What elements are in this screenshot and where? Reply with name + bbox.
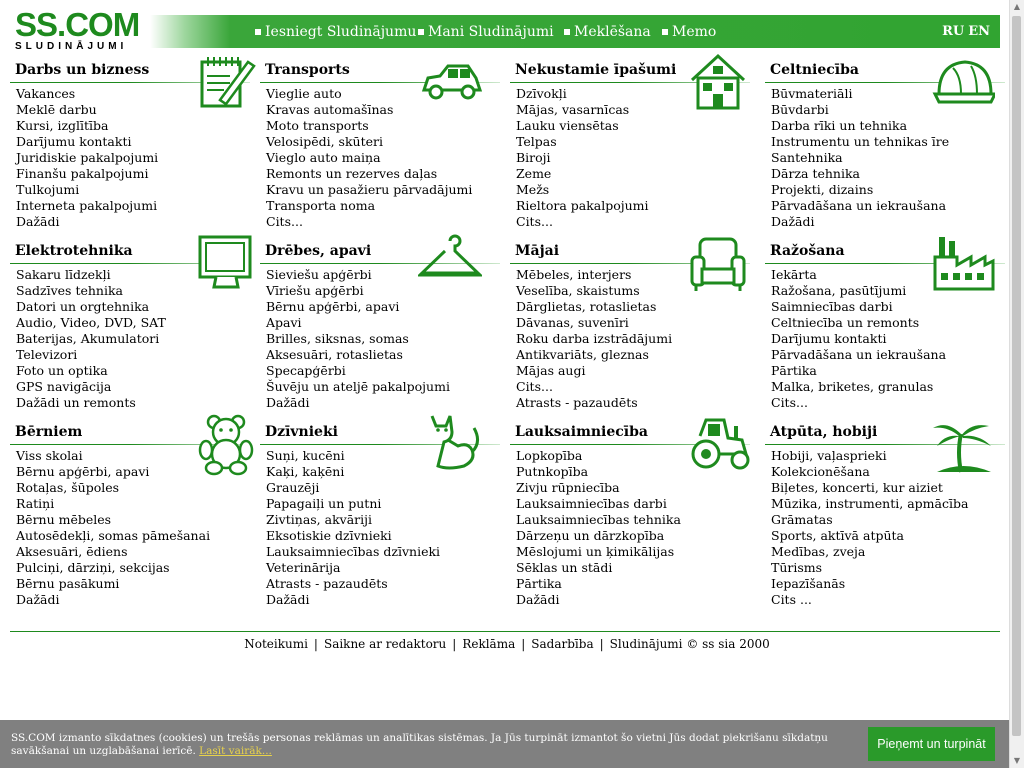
subcategory-link[interactable]: Darījumu kontakti	[16, 134, 132, 149]
footer: Noteikumi | Saikne ar redaktoru | Reklāma | Sadarbība | Sludinājumi © ss sia 2000	[244, 637, 770, 651]
hard-hat-icon[interactable]	[931, 50, 995, 114]
footer-divider	[10, 631, 1000, 632]
logo-text: SS.COM	[15, 6, 140, 43]
subcategory-link[interactable]: Instrumentu un tehnikas īre	[771, 134, 950, 149]
subcategory-link[interactable]: Datori un orgtehnika	[16, 299, 150, 314]
language-switch	[942, 15, 990, 48]
subcategory-link[interactable]: Kaķi, kaķēni	[266, 464, 345, 479]
subcategory-link[interactable]: Atrasts - pazaudēts	[266, 576, 388, 591]
subcategory-link[interactable]: Dārglietas, rotaslietas	[516, 299, 657, 314]
nav-submit-ad[interactable]: Iesniegt Sludinājumu	[255, 15, 416, 48]
category-title[interactable]: Nekustamie īpašumi	[515, 62, 677, 78]
subcategory-link[interactable]: Grāmatas	[771, 512, 833, 527]
subcategory-link[interactable]: Mājas augi	[516, 363, 586, 378]
subcategory-link[interactable]: Aksesuāri, ēdiens	[16, 544, 128, 559]
subcategory-link[interactable]: Malka, briketes, granulas	[771, 379, 934, 394]
hanger-icon[interactable]	[418, 231, 482, 295]
category-1	[260, 60, 500, 230]
subcategory-link[interactable]: Mēslojumi un ķimikālijas	[516, 544, 675, 559]
scrollbar-thumb[interactable]	[1012, 16, 1021, 736]
subcategory-link[interactable]: Sakaru līdzekļi	[16, 267, 111, 282]
subcategory-link[interactable]: Lauku viensētas	[516, 118, 619, 133]
subcategory-link[interactable]: Interneta pakalpojumi	[16, 198, 158, 213]
footer-link-contact-editor[interactable]: Saikne ar redaktoru	[323, 637, 447, 651]
cookie-banner	[0, 720, 1010, 768]
subcategory-link[interactable]: Sadzīves tehnika	[16, 283, 123, 298]
palm-tree-icon[interactable]	[931, 412, 995, 476]
subcategory-link[interactable]: Foto un optika	[16, 363, 108, 378]
subcategory-link[interactable]: Sēklas un stādi	[516, 560, 613, 575]
subcategory-link[interactable]: Baterijas, Akumulatori	[16, 331, 160, 346]
footer-link-advertising[interactable]: Reklāma	[462, 637, 516, 651]
subcategory-link[interactable]: Veselība, skaistums	[516, 283, 640, 298]
house-icon[interactable]	[686, 50, 750, 114]
bullet-square-icon	[662, 29, 668, 35]
category-0	[10, 60, 250, 230]
footer-link-rules[interactable]: Noteikumi	[244, 637, 308, 651]
lang-ru-link[interactable]: RU	[942, 24, 965, 39]
subcategory-link[interactable]: Atrasts - pazaudēts	[516, 395, 638, 410]
category-9	[260, 422, 500, 608]
category-header	[765, 422, 1005, 446]
bullet-square-icon	[418, 29, 424, 35]
logo[interactable]	[15, 6, 145, 54]
subcategory-link[interactable]: GPS navigācija	[16, 379, 112, 394]
subcategory-link[interactable]: Darba rīki un tehnika	[771, 118, 908, 133]
subcategory-link[interactable]: Dāvanas, suvenīri	[516, 315, 629, 330]
category-title[interactable]: Ražošana	[770, 243, 845, 259]
subcategory-link[interactable]: Mēbeles, interjers	[516, 267, 632, 282]
subcategory-link[interactable]: Cits...	[266, 214, 303, 229]
subcategory-link[interactable]: Projekti, dizains	[771, 182, 874, 197]
subcategory-link[interactable]: Meklē darbu	[16, 102, 97, 117]
subcategory-link[interactable]: Kolekcionēšana	[771, 464, 870, 479]
subcategory-link[interactable]: Vakances	[16, 86, 76, 101]
subcategory-link[interactable]: Dārzeņu un dārzkopība	[516, 528, 665, 543]
subcategory-link[interactable]: Būvmateriāli	[771, 86, 853, 101]
subcategory-link[interactable]: Televizori	[16, 347, 78, 362]
category-header	[10, 60, 250, 84]
subcategory-link[interactable]: Pārvadāšana un iekraušana	[771, 198, 947, 213]
subcategory-link[interactable]: Roku darba izstrādājumi	[516, 331, 673, 346]
subcategory-link[interactable]: Lauksaimniecības darbi	[516, 496, 667, 511]
category-header	[510, 422, 750, 446]
subcategory-link[interactable]: Dažādi	[771, 214, 815, 229]
category-8	[10, 422, 250, 608]
subcategory-link[interactable]: Antikvariāts, gleznas	[516, 347, 649, 362]
category-title[interactable]: Transports	[265, 62, 350, 78]
category-11	[765, 422, 1005, 608]
subcategory-link[interactable]: Hobiji, vaļasprieki	[771, 448, 887, 463]
subcategory-link[interactable]: Pārvadāšana un iekraušana	[771, 347, 947, 362]
subcategory-link[interactable]: Kursi, izglītība	[16, 118, 109, 133]
subcategory-link[interactable]: Saimniecības darbi	[771, 299, 893, 314]
subcategory-link[interactable]: Bērnu pasākumi	[16, 576, 120, 591]
subcategory-link[interactable]: Finanšu pakalpojumi	[16, 166, 149, 181]
vertical-scrollbar[interactable]	[1009, 0, 1024, 768]
category-title[interactable]: Darbs un bizness	[15, 62, 150, 78]
category-10	[510, 422, 750, 608]
subcategory-link[interactable]: Dārza tehnika	[771, 166, 861, 181]
category-5	[260, 241, 500, 411]
subcategory-link[interactable]: Dažādi	[16, 592, 60, 607]
subcategory-link[interactable]: Mežs	[516, 182, 550, 197]
subcategory-link[interactable]: Lopkopība	[516, 448, 583, 463]
subcategory-link[interactable]: Brilles, siksnas, somas	[266, 331, 409, 346]
subcategory-link[interactable]: Putnkopība	[516, 464, 589, 479]
category-title[interactable]: Mājai	[515, 243, 560, 259]
bullet-square-icon	[255, 29, 261, 35]
subcategory-link[interactable]: Zivju rūpniecība	[516, 480, 620, 495]
subcategory-link[interactable]: Dzīvokļi	[516, 86, 567, 101]
lang-en-link[interactable]: EN	[968, 24, 990, 39]
top-nav-bar	[150, 15, 1000, 48]
subcategory-link[interactable]: Grauzēji	[266, 480, 320, 495]
category-header	[10, 241, 250, 265]
subcategory-link[interactable]: Tūrisms	[771, 560, 823, 575]
subcategory-link[interactable]: Transporta noma	[266, 198, 376, 213]
subcategory-link[interactable]: Bērnu apģērbi, apavi	[266, 299, 400, 314]
subcategory-link[interactable]: Audio, Video, DVD, SAT	[16, 315, 166, 330]
subcategory-link[interactable]: Dažādi	[516, 592, 560, 607]
subcategory-link[interactable]: Bērnu mēbeles	[16, 512, 112, 527]
subcategory-link[interactable]: Lauksaimniecības tehnika	[516, 512, 681, 527]
category-header	[10, 422, 250, 446]
subcategory-link[interactable]: Būvdarbi	[771, 102, 829, 117]
category-title[interactable]: Dzīvnieki	[265, 424, 338, 440]
footer-copyright: Sludinājumi © ss sia 2000	[609, 637, 770, 651]
scroll-up-icon[interactable]: ▲	[1013, 2, 1021, 11]
subcategory-link[interactable]: Mājas, vasarnīcas	[516, 102, 630, 117]
subcategory-link[interactable]: Bērnu apģērbi, apavi	[16, 464, 150, 479]
subcategory-link[interactable]: Dažādi	[16, 214, 60, 229]
armchair-icon[interactable]	[686, 231, 750, 295]
subcategory-link[interactable]: Vīriešu apģērbi	[266, 283, 364, 298]
category-7	[765, 241, 1005, 411]
subcategory-link[interactable]: Pārtika	[516, 576, 562, 591]
nav-memo[interactable]: Memo	[662, 15, 716, 48]
subcategory-link[interactable]: Viss skolai	[16, 448, 83, 463]
footer-link-cooperation[interactable]: Sadarbība	[531, 637, 594, 651]
nav-search[interactable]: Meklēšana	[564, 15, 651, 48]
subcategory-link[interactable]: Autosēdekļi, somas pāmešanai	[16, 528, 211, 543]
cookie-read-more-link[interactable]: Lasīt vairāk...	[199, 745, 272, 757]
subcategory-link[interactable]: Pulciņi, dārziņi, sekcijas	[16, 560, 170, 575]
cookie-message: SS.COM izmanto sīkdatnes (cookies) un trešās personas reklāmas un analītikas sistēmas. Ja Jūs turpināt izmantot šo vietni Jūs dodat piekrišanu sīkdatņu savākšanai un uzglabāšanai ierīcē.	[11, 732, 828, 757]
tractor-icon[interactable]	[686, 412, 750, 476]
logo-subtitle: SLUDINĀJUMI	[15, 41, 128, 52]
subcategory-link[interactable]: Zivtiņas, akvāriji	[266, 512, 373, 527]
category-4	[10, 241, 250, 411]
subcategory-link[interactable]: Sports, aktīvā atpūta	[771, 528, 904, 543]
subcategory-link[interactable]: Kravas automašīnas	[266, 102, 394, 117]
category-header	[260, 241, 500, 265]
subcategory-link[interactable]: Suņi, kucēni	[266, 448, 345, 463]
category-header	[260, 422, 500, 446]
category-header	[765, 241, 1005, 265]
factory-icon[interactable]	[931, 231, 995, 295]
subcategory-link[interactable]: Veterinārija	[266, 560, 341, 575]
subcategory-link[interactable]: Specapģērbi	[266, 363, 346, 378]
category-title[interactable]: Atpūta, hobiji	[770, 424, 878, 440]
subcategory-link[interactable]: Cits...	[516, 379, 553, 394]
subcategory-link[interactable]: Rotaļas, šūpoles	[16, 480, 120, 495]
category-header	[260, 60, 500, 84]
subcategory-link[interactable]: Ražošana, pasūtījumi	[771, 283, 907, 298]
category-2	[510, 60, 750, 230]
subcategory-link[interactable]: Šuvēju un ateljē pakalpojumi	[266, 379, 450, 394]
subcategory-link[interactable]: Telpas	[516, 134, 557, 149]
subcategory-link[interactable]: Sieviešu apģērbi	[266, 267, 372, 282]
subcategory-link[interactable]: Cits...	[516, 214, 553, 229]
subcategory-link[interactable]: Dažādi un remonts	[16, 395, 136, 410]
subcategory-link[interactable]: Juridiskie pakalpojumi	[16, 150, 159, 165]
subcategory-link[interactable]: Moto transports	[266, 118, 369, 133]
subcategory-link[interactable]: Pārtika	[771, 363, 817, 378]
car-icon[interactable]	[418, 50, 482, 114]
category-title[interactable]: Celtniecība	[770, 62, 859, 78]
category-3	[765, 60, 1005, 230]
subcategory-link[interactable]: Mūzika, instrumenti, apmācība	[771, 496, 969, 511]
nav-my-ads[interactable]: Mani Sludinājumi	[418, 15, 554, 48]
bullet-square-icon	[564, 29, 570, 35]
subcategory-link[interactable]: Cits ...	[771, 592, 812, 607]
category-6	[510, 241, 750, 411]
subcategory-link[interactable]: Biroji	[516, 150, 551, 165]
teddy-bear-icon[interactable]	[194, 412, 258, 476]
category-header	[510, 60, 750, 84]
subcategory-link[interactable]: Rieltora pakalpojumi	[516, 198, 649, 213]
subcategory-link[interactable]: Vieglie auto	[266, 86, 342, 101]
scroll-down-icon[interactable]: ▼	[1013, 756, 1021, 765]
subcategory-link[interactable]: Apavi	[266, 315, 302, 330]
category-title[interactable]: Bērniem	[15, 424, 83, 440]
cat-icon[interactable]	[418, 412, 482, 476]
subcategory-link[interactable]: Iekārta	[771, 267, 817, 282]
subcategory-link[interactable]: Tulkojumi	[16, 182, 80, 197]
subcategory-link[interactable]: Dažādi	[266, 395, 310, 410]
subcategory-link[interactable]: Zeme	[516, 166, 552, 181]
subcategory-link[interactable]: Lauksaimniecības dzīvnieki	[266, 544, 441, 559]
subcategory-link[interactable]: Biļetes, koncerti, kur aiziet	[771, 480, 943, 495]
subcategory-link[interactable]: Cits...	[771, 395, 808, 410]
subcategory-link[interactable]: Santehnika	[771, 150, 843, 165]
subcategory-link[interactable]: Vieglo auto maiņa	[266, 150, 381, 165]
subcategory-link[interactable]: Dažādi	[266, 592, 310, 607]
subcategory-link[interactable]: Celtniecība un remonts	[771, 315, 920, 330]
category-header	[765, 60, 1005, 84]
subcategory-link[interactable]: Eksotiskie dzīvnieki	[266, 528, 392, 543]
category-header	[510, 241, 750, 265]
subcategory-link[interactable]: Medības, zveja	[771, 544, 866, 559]
subcategory-link[interactable]: Aksesuāri, rotaslietas	[266, 347, 403, 362]
subcategory-link[interactable]: Kravu un pasažieru pārvadājumi	[266, 182, 473, 197]
cookie-text-block	[11, 732, 861, 758]
subcategory-link[interactable]: Velosipēdi, skūteri	[266, 134, 383, 149]
monitor-icon[interactable]	[194, 231, 258, 295]
subcategory-link[interactable]: Iepazīšanās	[771, 576, 846, 591]
subcategory-link[interactable]: Remonts un rezerves daļas	[266, 166, 438, 181]
subcategory-link[interactable]: Ratiņi	[16, 496, 55, 511]
subcategory-link[interactable]: Darījumu kontakti	[771, 331, 887, 346]
notepad-pencil-icon[interactable]	[194, 50, 258, 114]
subcategory-link[interactable]: Papagaiļi un putni	[266, 496, 382, 511]
cookie-accept-button[interactable]: Pieņemt un turpināt	[868, 727, 995, 761]
category-title[interactable]: Lauksaimniecība	[515, 424, 648, 440]
category-title[interactable]: Drēbes, apavi	[265, 243, 372, 259]
category-title[interactable]: Elektrotehnika	[15, 243, 133, 259]
